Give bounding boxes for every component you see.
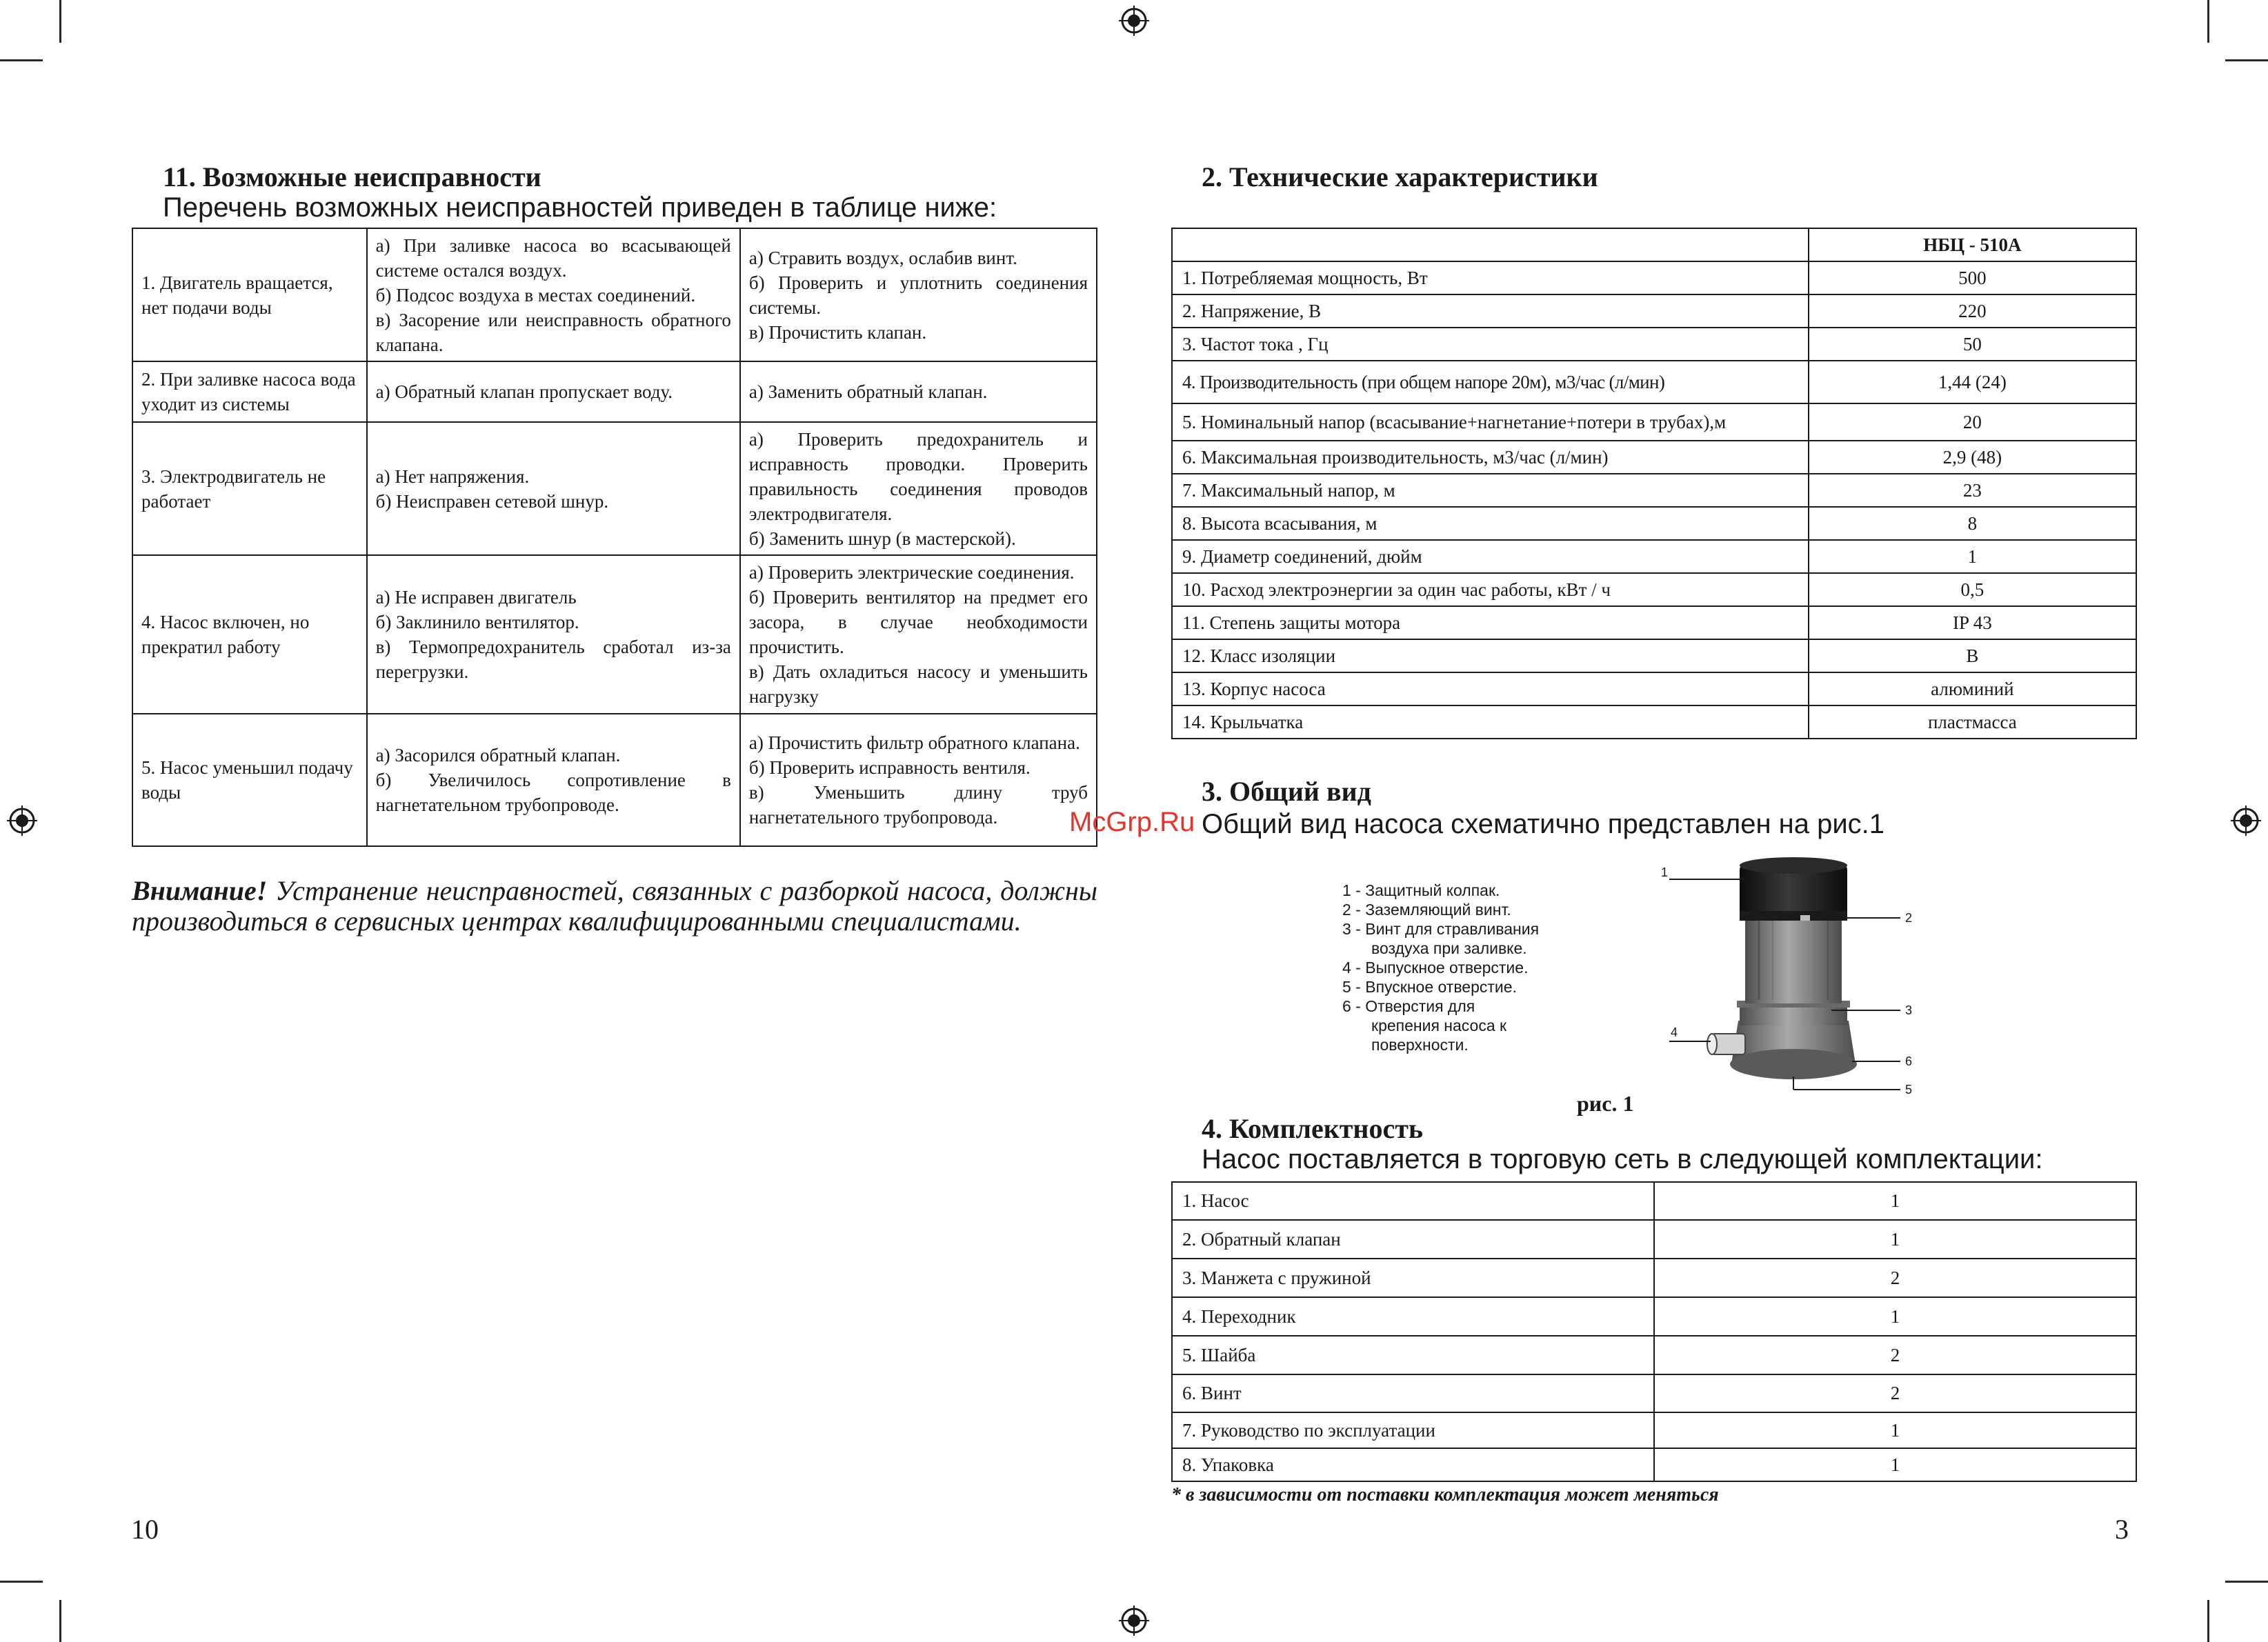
table-row	[132, 422, 1097, 555]
callout-3: 3	[1905, 1003, 1913, 1017]
specs-title: 2. Технические характеристики	[1202, 161, 1598, 192]
crop-mark	[0, 59, 43, 61]
figure-legend: 1 - Защитный колпак. 2 - Заземляющий винт. 3 - Винт для стравливания воздуха при заливке. 4 - Выпускное отверстие. 5 - Впускное отверстие. 6 - Отверстия для крепения насоса к поверхности.	[1342, 881, 1540, 1054]
kit-subtitle: Насос поставляется в торговую сеть в следующей комплектации:	[1202, 1144, 2043, 1174]
model-header: НБЦ - 510А	[1809, 228, 2136, 261]
registration-mark-icon	[7, 805, 37, 836]
table-row: 8. Упаковка 1	[1172, 1448, 2136, 1481]
fault-remedies: а) Проверить предохранитель и исправность проводки. Проверить правильность соединения проводов электродвигателя. б) Заменить шнур (в мастерской).	[740, 422, 1097, 555]
crop-mark	[2207, 1600, 2209, 1642]
page-number-right: 3	[2115, 1514, 2129, 1545]
crop-mark	[0, 1581, 43, 1583]
table-row: 5. Шайба 2	[1172, 1336, 2136, 1374]
page-number-left: 10	[131, 1514, 159, 1545]
registration-mark-icon	[1119, 1605, 1149, 1636]
table-row: 1. Потребляемая мощность, Вт 500	[1172, 261, 2136, 294]
table-row: 10. Расход электроэнергии за один час работы, кВт / ч 0,5	[1172, 573, 2136, 606]
table-row: 13. Корпус насоса алюминий	[1172, 672, 2136, 705]
table-row: 9. Диаметр соединений, дюйм 1	[1172, 540, 2136, 573]
registration-mark-icon	[2231, 805, 2261, 836]
callout-2: 2	[1905, 911, 1913, 925]
table-row	[132, 714, 1097, 846]
table-row: 7. Руководство по эксплуатации 1	[1172, 1412, 2136, 1448]
pump-drawing	[1707, 857, 1857, 1079]
table-row: 14. Крыльчатка пластмасса	[1172, 705, 2136, 739]
faults-subtitle: Перечень возможных неисправностей приведен в таблице ниже:	[163, 192, 997, 223]
table-row	[132, 555, 1097, 714]
crop-mark	[2225, 1581, 2268, 1583]
fault-causes: а) Не исправен двигатель б) Заклинило вентилятор. в) Термопредохранитель сработал из-за перегрузки.	[367, 555, 740, 714]
warning-lead: Внимание!	[132, 875, 268, 906]
watermark: McGrp.Ru	[1069, 807, 1195, 837]
table-row: 3. Манжета с пружиной 2	[1172, 1259, 2136, 1297]
table-row	[1172, 228, 2136, 261]
fault-causes: а) Засорился обратный клапан. б) Увеличилось сопротивление в нагнетательном трубопроводе.	[367, 714, 740, 846]
table-row: 5. Номинальный напор (всасывание+нагнетание+потери в трубах),м 20	[1172, 403, 2136, 441]
table-row: 3. Частот тока , Гц 50	[1172, 328, 2136, 361]
kit-table	[1171, 1181, 2137, 1482]
table-row: 6. Винт 2	[1172, 1374, 2136, 1412]
fault-problem: 2. При заливке насоса вода уходит из системы	[132, 361, 367, 422]
general-view-title: 3. Общий вид	[1202, 776, 1371, 807]
table-row: 12. Класс изоляции B	[1172, 639, 2136, 672]
table-row: 4. Производительность (при общем напоре 20м), м3/час (л/мин) 1,44 (24)	[1172, 361, 2136, 403]
table-row: 2. Обратный клапан 1	[1172, 1220, 2136, 1259]
specs-table	[1171, 228, 2137, 739]
fault-causes: а) При заливке насоса во всасывающей системе остался воздух. б) Подсос воздуха в местах соединений. в) Засорение или неисправность обратного клапана.	[367, 228, 740, 361]
crop-mark	[59, 0, 61, 43]
table-row: 7. Максимальный напор, м 23	[1172, 474, 2136, 507]
fault-problem: 5. Насос уменьшил подачу воды	[132, 714, 367, 846]
kit-title: 4. Комплектность	[1202, 1113, 1424, 1144]
table-row	[132, 228, 1097, 361]
table-row: 8. Высота всасывания, м 8	[1172, 507, 2136, 540]
table-row: 1. Насос 1	[1172, 1182, 2136, 1220]
warning-paragraph	[132, 876, 1097, 937]
registration-mark-icon	[1119, 6, 1149, 36]
pump-figure	[1655, 845, 1931, 1110]
callout-6: 6	[1905, 1054, 1913, 1068]
table-row: 2. Напряжение, В 220	[1172, 294, 2136, 328]
callout-1: 1	[1661, 865, 1669, 879]
general-view-subtitle: Общий вид насоса схематично представлен на рис.1	[1202, 809, 1885, 839]
fault-remedies: а) Прочистить фильтр обратного клапана. б) Проверить исправность вентиля. в) Уменьшить длину труб нагнетательного трубопровода.	[740, 714, 1097, 846]
fault-remedies: а) Стравить воздух, ослабив винт. б) Проверить и уплотнить соединения системы. в) Прочистить клапан.	[740, 228, 1097, 361]
fault-problem: 1. Двигатель вращается, нет подачи воды	[132, 228, 367, 361]
fault-problem: 4. Насос включен, но прекратил работу	[132, 555, 367, 714]
crop-mark	[2207, 0, 2209, 43]
crop-mark	[2225, 59, 2268, 61]
faults-title: 11. Возможные неисправности	[163, 161, 541, 192]
fault-remedies: а) Заменить обратный клапан.	[740, 361, 1097, 422]
fault-problem: 3. Электродвигатель не работает	[132, 422, 367, 555]
table-row: 11. Степень защиты мотора IP 43	[1172, 606, 2136, 639]
fault-causes: а) Нет напряжения. б) Неисправен сетевой шнур.	[367, 422, 740, 555]
figure-caption: рис. 1	[1577, 1091, 1634, 1116]
warning-text: Устранение неисправностей, связанных с разборкой насоса, должны производиться в сервисных центрах квалифицированными специалистами.	[132, 875, 1097, 937]
callout-4: 4	[1671, 1025, 1678, 1039]
fault-remedies: а) Проверить электрические соединения. б) Проверить вентилятор на предмет его засора, в случае необходимости прочистить. в) Дать охладиться насосу и уменьшить нагрузку	[740, 555, 1097, 714]
kit-note: * в зависимости от поставки комплектация может меняться	[1171, 1484, 1719, 1505]
crop-mark	[59, 1600, 61, 1642]
callout-5: 5	[1905, 1083, 1913, 1097]
faults-table	[132, 228, 1097, 847]
table-row	[132, 361, 1097, 422]
fault-causes: а) Обратный клапан пропускает воду.	[367, 361, 740, 422]
table-row: 6. Максимальная производительность, м3/час (л/мин) 2,9 (48)	[1172, 441, 2136, 474]
table-row: 4. Переходник 1	[1172, 1297, 2136, 1336]
